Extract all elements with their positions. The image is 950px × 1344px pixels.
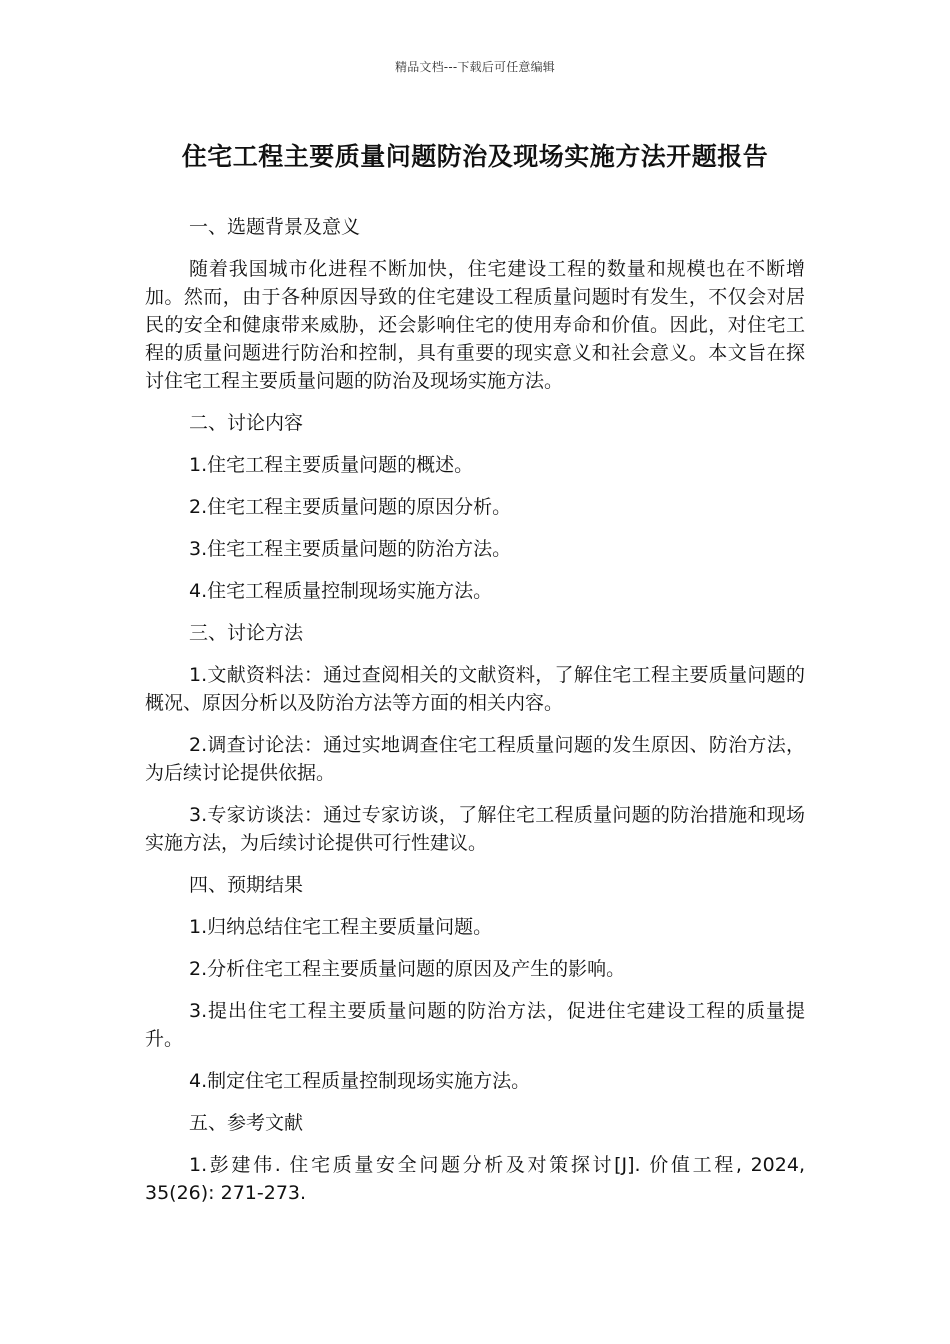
list-item: 2.调查讨论法：通过实地调查住宅工程质量问题的发生原因、防治方法，为后续讨论提供依据。	[145, 734, 805, 784]
list-item: 3.专家访谈法：通过专家访谈，了解住宅工程质量问题的防治措施和现场实施方法，为后续讨论提供可行性建议。	[145, 804, 805, 854]
list-item: 3.住宅工程主要质量问题的防治方法。	[189, 538, 512, 560]
list-item: 1.文献资料法：通过查阅相关的文献资料，了解住宅工程主要质量问题的概况、原因分析以及防治方法等方面的相关内容。	[145, 664, 805, 714]
list-item: 1.住宅工程主要质量问题的概述。	[189, 454, 474, 476]
section-heading: 三、讨论方法	[189, 622, 304, 644]
paragraph: 随着我国城市化进程不断加快，住宅建设工程的数量和规模也在不断增加。然而，由于各种原因导致的住宅建设工程质量问题时有发生，不仅会对居民的安全和健康带来威胁，还会影响住宅的使用寿命和价值。因此，对住宅工程的质量问题进行防治和控制，具有重要的现实意义和社会意义。本文旨在探讨住宅工程主要质量问题的防治及现场实施方法。	[145, 258, 805, 392]
list-item: 3.提出住宅工程主要质量问题的防治方法，促进住宅建设工程的质量提升。	[145, 1000, 805, 1050]
list-item: 2.分析住宅工程主要质量问题的原因及产生的影响。	[189, 958, 626, 980]
section-heading: 四、预期结果	[189, 874, 304, 896]
section-heading: 五、参考文献	[189, 1112, 304, 1134]
document-title: 住宅工程主要质量问题防治及现场实施方法开题报告	[181, 142, 769, 171]
list-item: 4.住宅工程质量控制现场实施方法。	[189, 580, 493, 602]
list-item: 2.住宅工程主要质量问题的原因分析。	[189, 496, 512, 518]
section-heading: 二、讨论内容	[189, 412, 304, 434]
list-item: 1.归纳总结住宅工程主要质量问题。	[189, 916, 493, 938]
section-heading: 一、选题背景及意义	[189, 216, 361, 238]
document-body	[145, 213, 805, 1221]
reference-item: 1.彭建伟. 住宅质量安全问题分析及对策探讨[J]. 价值工程, 2024, 35(26): 271-273.	[145, 1154, 805, 1204]
header-note: 精品文档---下载后可任意编辑	[395, 60, 555, 74]
list-item: 4.制定住宅工程质量控制现场实施方法。	[189, 1070, 531, 1092]
